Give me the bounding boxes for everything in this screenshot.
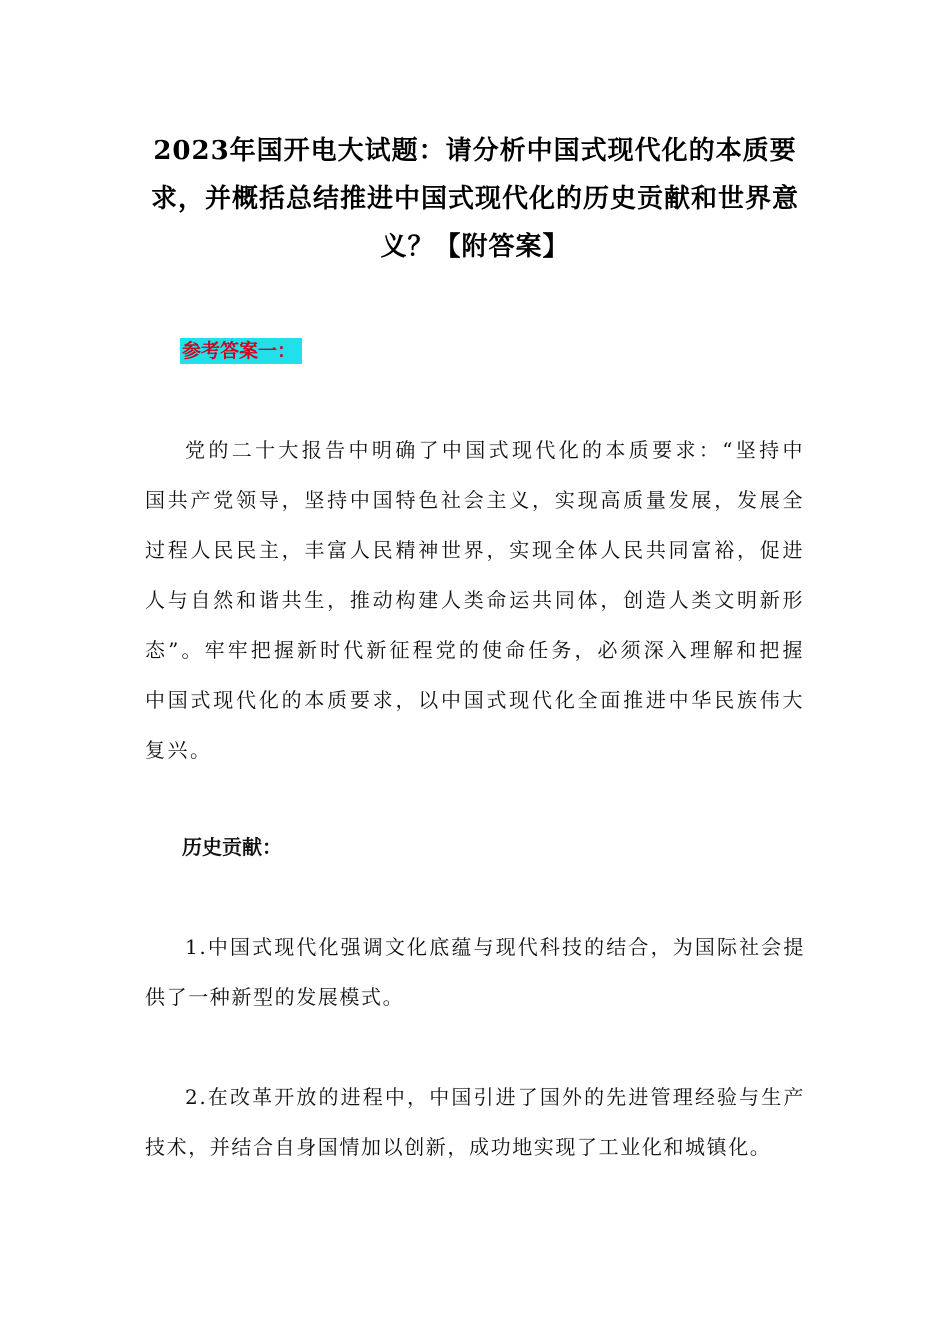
list-item: 1.中国式现代化强调文化底蕴与现代科技的结合，为国际社会提供了一种新型的发展模式。 (145, 935, 805, 1009)
section-heading-historical-contribution: 历史贡献： (182, 835, 282, 859)
intro-paragraph: 党的二十大报告中明确了中国式现代化的本质要求：“坚持中国共产党领导，坚持中国特色社会主义，实现高质量发展，发展全过程人民民主，丰富人民精神世界，实现全体人民共同富裕，促进人与自然和谐共生，推动构建人类命运共同体，创造人类文明新形态”。牢牢把握新时代新征程党的使命任务，必须深入理解和把握中国式现代化的本质要求，以中国式现代化全面推进中华民族伟大复兴。 (145, 438, 805, 762)
reference-answer-label: 参考答案一： (180, 338, 302, 364)
list-item: 2.在改革开放的进程中，中国引进了国外的先进管理经验与生产技术，并结合自身国情加以创新，成功地实现了工业化和城镇化。 (145, 1085, 805, 1159)
document-title: 2023年国开电大试题：请分析中国式现代化的本质要求，并概括总结推进中国式现代化的历史贡献和世界意义？【附答案】 (150, 136, 799, 262)
